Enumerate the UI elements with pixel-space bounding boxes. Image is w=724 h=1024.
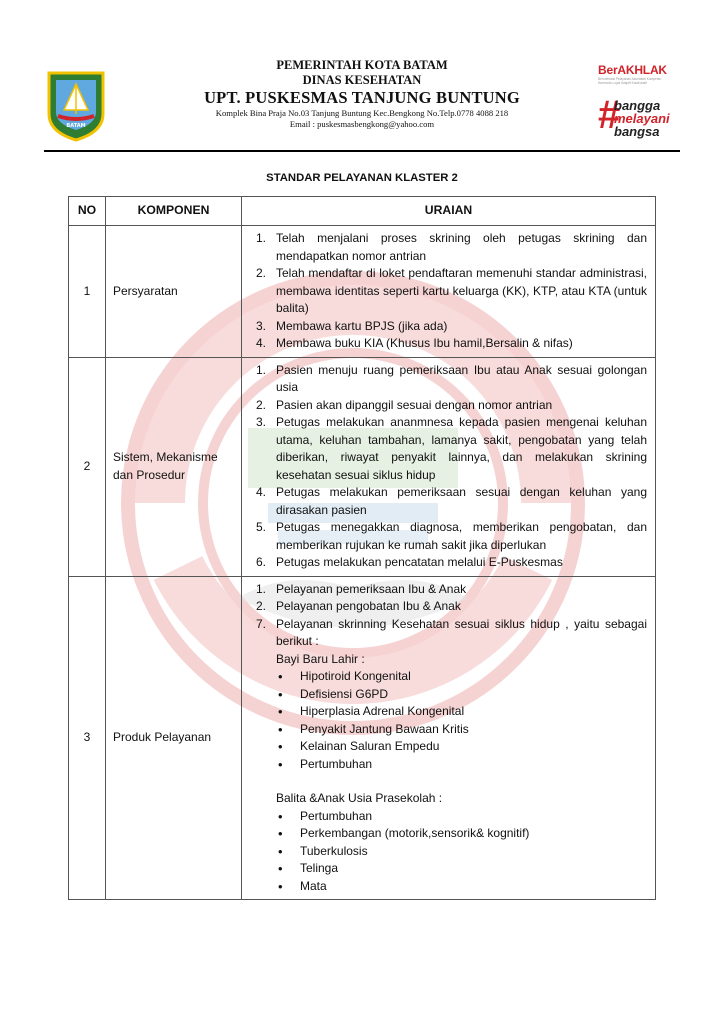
letterhead xyxy=(120,58,604,130)
hash-icon: # xyxy=(598,93,621,137)
header-no: NO xyxy=(69,197,106,226)
balita-bullet-list xyxy=(256,808,647,896)
letterhead-email: Email : puskesmasbengkong@yahoo.com xyxy=(289,119,435,129)
row-number: 2 xyxy=(69,357,106,576)
row-number: 1 xyxy=(69,226,106,358)
table-header-row xyxy=(69,197,656,226)
list-item: • Pertumbuhan xyxy=(278,756,647,774)
group-title-bayi: Bayi Baru Lahir : xyxy=(276,651,365,666)
bangsa-word: bangsa xyxy=(614,124,660,139)
header-komponen: KOMPONEN xyxy=(106,197,242,226)
list-item: 4. Membawa buku KIA (Khusus Ibu hamil,Bersalin & nifas) xyxy=(256,336,573,350)
uraian-list xyxy=(256,230,647,353)
group-title-balita: Balita &Anak Usia Prasekolah : xyxy=(276,791,443,805)
row-komponen: Produk Pelayanan xyxy=(106,576,242,900)
list-item: 1. Telah menjalani proses skrining oleh petugas skrining dan mendapatkan nomor antrian xyxy=(256,231,647,263)
kota-batam-logo xyxy=(46,70,106,142)
berakhlak-tagline: Berorientasi Pelayanan Akuntabel Kompeten Harmonis Loyal Adaptif Kolaboratif xyxy=(598,77,662,85)
list-item: • Telinga xyxy=(278,860,647,878)
list-item: • Pertumbuhan xyxy=(278,808,647,826)
list-item: 4. Petugas melakukan pemeriksaan sesuai dengan keluhan yang dirasakan pasien xyxy=(256,485,647,517)
list-item: 2. Pasien akan dipanggil sesuai dengan nomor antrian xyxy=(256,397,553,412)
service-standard-table xyxy=(68,196,656,900)
row-uraian xyxy=(242,576,656,900)
header-uraian: URAIAN xyxy=(242,197,656,226)
letterhead-line-1: PEMERINTAH KOTA BATAM xyxy=(276,58,448,72)
letterhead-line-2: DINAS KESEHATAN xyxy=(302,73,422,87)
list-item: 3. Membawa kartu BPJS (jika ada) xyxy=(256,318,448,333)
row-number: 3 xyxy=(69,576,106,900)
list-item: 1. Pasien menuju ruang pemeriksaan Ibu atau Anak sesuai golongan usia xyxy=(256,362,647,394)
spacer xyxy=(256,773,647,790)
list-item: • Mata xyxy=(278,878,647,896)
list-item: 2. Pelayanan pengobatan Ibu & Anak xyxy=(256,599,461,613)
bangga-word: bangga xyxy=(614,98,661,113)
list-item: • Hipotiroid Kongenital xyxy=(278,668,647,686)
list-item: • Perkembangan (motorik,sensorik& kognitif) xyxy=(278,825,647,843)
logo-lettering: BATAM xyxy=(66,123,86,129)
list-item: 6. Petugas melakukan pencatatan melalui E-Puskesmas xyxy=(256,555,563,569)
uraian-list xyxy=(256,581,647,651)
table-row xyxy=(69,576,656,900)
bayi-bullet-list xyxy=(256,668,647,773)
table-row xyxy=(69,357,656,576)
row-uraian xyxy=(242,226,656,358)
row-uraian xyxy=(242,357,656,576)
list-item: • Hiperplasia Adrenal Kongenital xyxy=(278,703,647,721)
bangga-melayani-bangsa-logo xyxy=(598,93,680,153)
list-item: 5. Petugas menegakkan diagnosa, memberikan pengobatan, dan memberikan rujukan ke rumah sakit jika diperlukan xyxy=(256,520,647,552)
row-komponen: Sistem, Mekanisme dan Prosedur xyxy=(106,357,242,576)
letterhead-divider xyxy=(44,150,680,152)
list-item: 2. Telah mendaftar di loket pendaftaran memenuhi standar administrasi, membawa identitas seperti kartu keluarga (KK), KTP, atau KTA (untuk balita) xyxy=(256,266,647,315)
letterhead-institution-name: UPT. PUSKESMAS TANJUNG BUNTUNG xyxy=(204,88,520,107)
list-item: 3. Petugas melakukan ananmnesa kepada pasien mengenai keluhan utama, keluhan tambahan, lamanya sakit, pengobatan yang telah diberikan, riwayat penyakit lainnya, dan melakukan skrining kesehatan sesuai siklus hidup xyxy=(256,415,647,482)
letterhead-address: Komplek Bina Praja No.03 Tanjung Buntung Kec.Bengkong No.Telp.0778 4088 218 xyxy=(215,108,509,118)
list-item: 7. Pelayanan skrinning Kesehatan sesuai siklus hidup , yaitu sebagai berikut : xyxy=(256,616,647,648)
brand-logos xyxy=(598,63,680,155)
uraian-list xyxy=(256,362,647,572)
row-komponen: Persyaratan xyxy=(106,226,242,358)
list-item: • Tuberkulosis xyxy=(278,843,647,861)
list-item: • Defisiensi G6PD xyxy=(278,686,647,704)
document-title: STANDAR PELAYANAN KLASTER 2 xyxy=(266,172,458,184)
list-item: • Penyakit Jantung Bawaan Kritis xyxy=(278,721,647,739)
melayani-word: melayani xyxy=(614,111,670,126)
list-item: 1. Pelayanan pemeriksaan Ibu & Anak xyxy=(256,581,467,596)
table-row xyxy=(69,226,656,358)
berakhlak-logo: BerAKHLAK xyxy=(598,63,667,77)
list-item: • Kelainan Saluran Empedu xyxy=(278,738,647,756)
